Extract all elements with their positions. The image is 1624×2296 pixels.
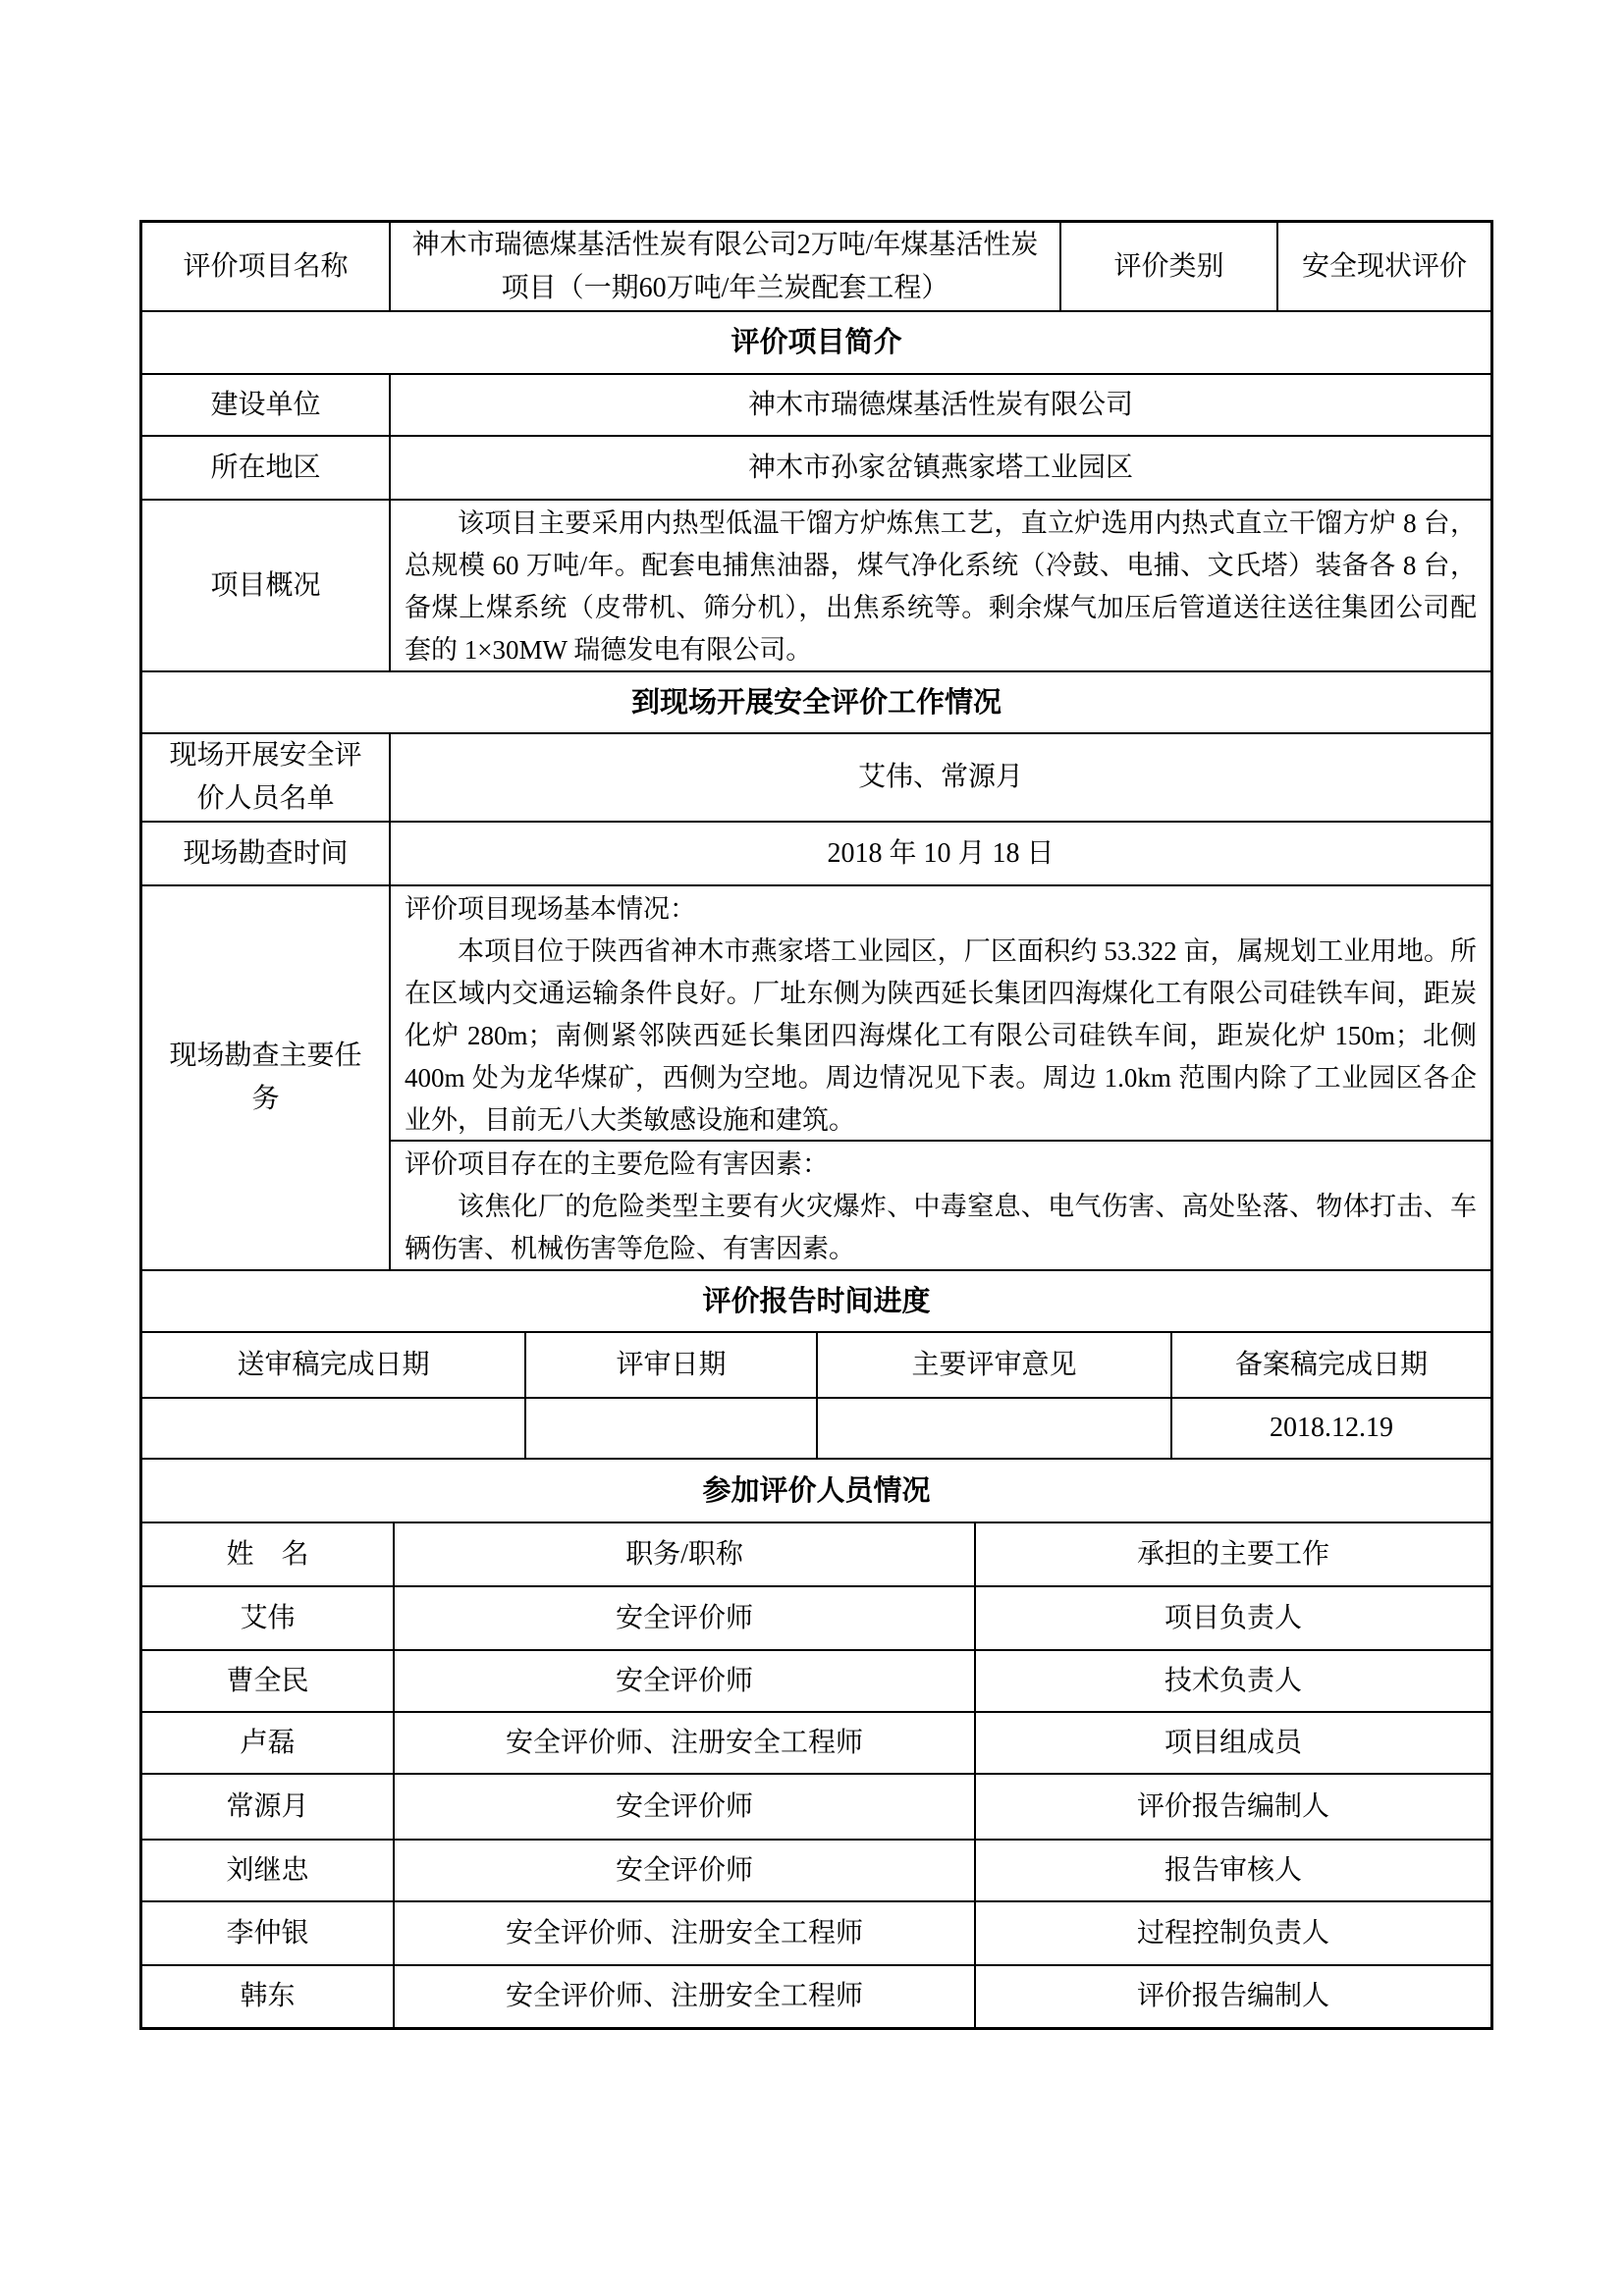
- schedule-value-review-date: [524, 1399, 816, 1458]
- construction-unit-label: 建设单位: [210, 389, 321, 420]
- section-title-people: 参加评价人员情况: [702, 1474, 931, 1507]
- person-work: 报告审核人: [974, 1841, 1490, 1900]
- schedule-header-row: [142, 1331, 1490, 1397]
- construction-unit-row: [142, 373, 1490, 435]
- section-title-intro: 评价项目简介: [731, 327, 902, 358]
- people-header-work: 承担的主要工作: [974, 1523, 1490, 1585]
- person-name: 卢磊: [240, 1727, 296, 1758]
- person-work: 技术负责人: [974, 1651, 1490, 1711]
- hazard-text: 该焦化厂的危险类型主要有火灾爆炸、中毒窒息、电气伤害、高处坠落、物体打击、车辆伤害、机械伤害等危险、有害因素。: [405, 1192, 1477, 1263]
- section-header-site: [142, 670, 1490, 732]
- project-name-value: 神木市瑞德煤基活性炭有限公司2万吨/年煤基活性炭项目（一期60万吨/年兰炭配套工程）: [389, 223, 1059, 310]
- person-title: 安全评价师: [393, 1775, 974, 1839]
- person-title: 安全评价师、注册安全工程师: [393, 1902, 974, 1964]
- person-work: 过程控制负责人: [974, 1902, 1490, 1964]
- project-overview-label: 项目概况: [210, 569, 321, 601]
- construction-unit-value: 神木市瑞德煤基活性炭有限公司: [389, 375, 1490, 435]
- person-row: [142, 1964, 1490, 2027]
- person-name: 艾伟: [240, 1602, 296, 1633]
- project-overview-text: 该项目主要采用内热型低温干馏方炉炼焦工艺，直立炉选用内热式直立干馏方炉 8 台，总规模 60 万吨/年。配套电捕焦油器，煤气净化系统（冷鼓、电捕、文氏塔）装备各 8 台，备煤上煤系统（皮带机、筛分机），出焦系统等。剩余煤气加压后管道送往送往集团公司配套的 1×30MW 瑞德发电有限公司。: [405, 508, 1477, 665]
- location-label: 所在地区: [210, 452, 321, 483]
- project-overview-row: [142, 499, 1490, 670]
- person-name: 李仲银: [226, 1917, 309, 1949]
- survey-date-value: 2018 年 10 月 18 日: [389, 823, 1490, 884]
- person-work: 项目组成员: [974, 1713, 1490, 1773]
- person-row: [142, 1839, 1490, 1900]
- schedule-header-review-date: 评审日期: [524, 1333, 816, 1397]
- site-staff-row: [142, 732, 1490, 821]
- people-header-name: 姓 名: [226, 1538, 309, 1570]
- survey-task-content: [389, 886, 1490, 1269]
- project-overview-cell: [389, 501, 1490, 670]
- site-basic-situation-cell: [391, 886, 1490, 1142]
- evaluation-form-table: [139, 220, 1493, 2030]
- person-title: 安全评价师: [393, 1651, 974, 1711]
- schedule-value-record-date: 2018.12.19: [1170, 1399, 1490, 1458]
- section-title-site: 到现场开展安全评价工作情况: [630, 686, 1001, 719]
- person-row: [142, 1711, 1490, 1773]
- site-staff-label: 现场开展安全评价人员名单: [169, 740, 362, 814]
- survey-task-label: 现场勘查主要任务: [169, 1041, 362, 1114]
- section-header-schedule: [142, 1269, 1490, 1331]
- category-label: 评价类别: [1059, 223, 1276, 310]
- person-title: 安全评价师、注册安全工程师: [393, 1966, 974, 2027]
- person-row: [142, 1900, 1490, 1964]
- people-header-title: 职务/职称: [393, 1523, 974, 1585]
- person-work: 评价报告编制人: [974, 1775, 1490, 1839]
- schedule-value-row: [142, 1397, 1490, 1458]
- category-value: 安全现状评价: [1276, 223, 1490, 310]
- survey-date-label: 现场勘查时间: [183, 837, 349, 869]
- person-name: 常源月: [226, 1790, 309, 1822]
- person-name: 刘继忠: [226, 1854, 309, 1886]
- person-name: 韩东: [240, 1981, 296, 2011]
- site-staff-value: 艾伟、常源月: [389, 734, 1490, 821]
- section-header-people: [142, 1458, 1490, 1522]
- project-name-label: 评价项目名称: [183, 250, 349, 282]
- person-title: 安全评价师、注册安全工程师: [393, 1713, 974, 1773]
- location-row: [142, 435, 1490, 499]
- person-title: 安全评价师: [393, 1841, 974, 1900]
- survey-date-row: [142, 821, 1490, 884]
- schedule-header-draft-date: 送审稿完成日期: [237, 1349, 430, 1380]
- schedule-value-review-opinion: [816, 1399, 1170, 1458]
- person-work: 项目负责人: [974, 1587, 1490, 1649]
- people-header-row: [142, 1522, 1490, 1585]
- person-name: 曹全民: [226, 1665, 309, 1696]
- project-header-row: [142, 223, 1490, 310]
- site-basic-text: 本项目位于陕西省神木市燕家塔工业园区，厂区面积约 53.322 亩，属规划工业用地。所在区域内交通运输条件良好。厂址东侧为陕西延长集团四海煤化工有限公司硅铁车间，距炭化炉 280m；南侧紧邻陕西延长集团四海煤化工有限公司硅铁车间，距炭化炉 150m；北侧 400m 处为龙华煤矿，西侧为空地。周边情况见下表。周边 1.0km 范围内除了工业园区各企业外，目前无八大类敏感设施和建筑。: [405, 936, 1477, 1135]
- person-work: 评价报告编制人: [974, 1966, 1490, 2027]
- schedule-header-record-date: 备案稿完成日期: [1170, 1333, 1490, 1397]
- schedule-header-review-opinion: 主要评审意见: [816, 1333, 1170, 1397]
- hazard-heading: 评价项目存在的主要危险有害因素：: [405, 1149, 829, 1179]
- person-title: 安全评价师: [393, 1587, 974, 1649]
- person-row: [142, 1773, 1490, 1839]
- section-title-schedule: 评价报告时间进度: [702, 1285, 931, 1317]
- schedule-value-draft-date: [142, 1399, 524, 1458]
- site-basic-heading: 评价项目现场基本情况：: [405, 894, 696, 924]
- person-row: [142, 1649, 1490, 1711]
- location-value: 神木市孙家岔镇燕家塔工业园区: [389, 437, 1490, 499]
- survey-task-row: [142, 884, 1490, 1269]
- person-row: [142, 1585, 1490, 1649]
- hazard-factors-cell: [391, 1142, 1490, 1272]
- section-header-intro: [142, 310, 1490, 373]
